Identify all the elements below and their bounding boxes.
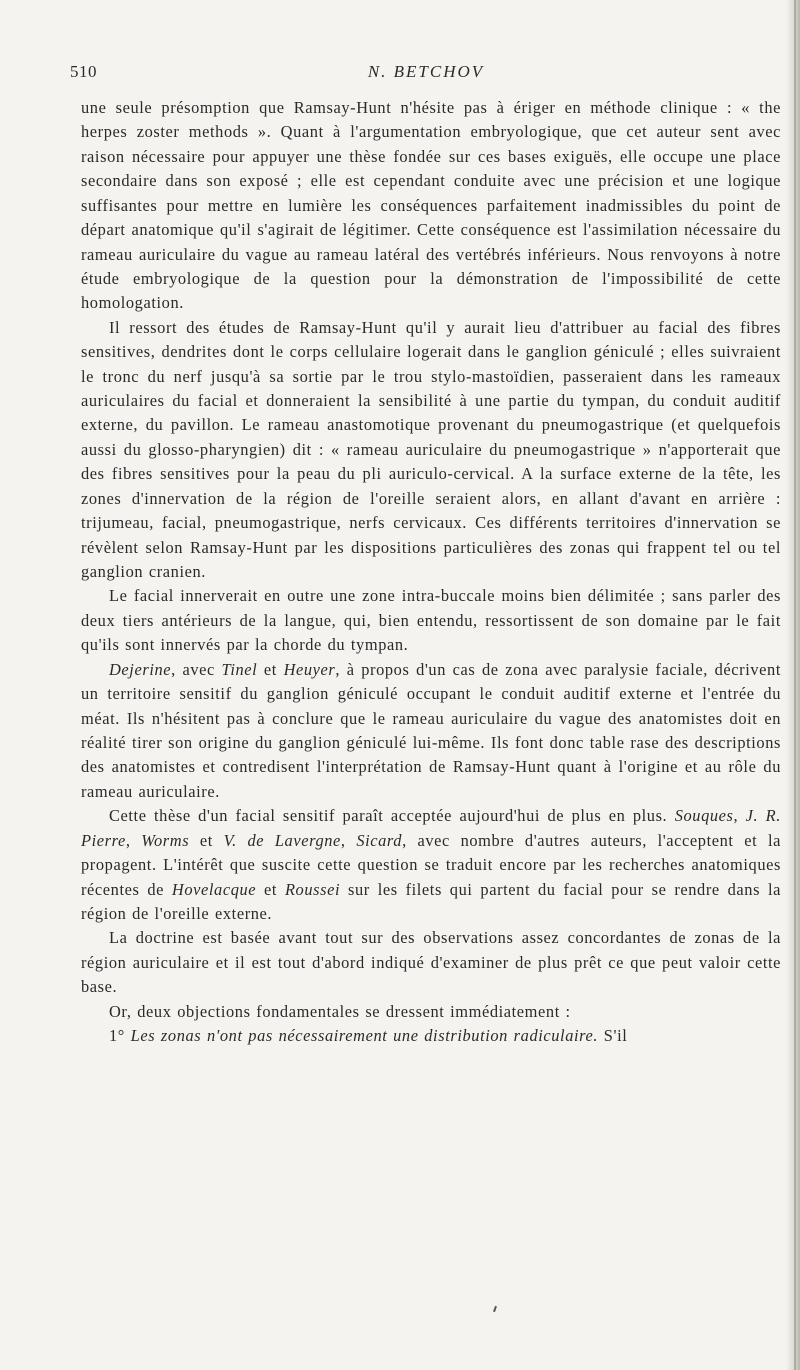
author-name: Souques	[674, 806, 734, 826]
paragraph-4-text: , avec	[171, 659, 222, 679]
paragraph-1	[81, 96, 781, 316]
paragraph-5-text: Cette thèse d'un facial sensitif paraît acceptée aujourd'hui de plus en plus.	[109, 806, 675, 826]
author-name: Heuyer	[283, 659, 336, 679]
page-edge-shadow	[786, 0, 800, 1370]
page-edge-line	[794, 0, 796, 1370]
paragraph-3-text: Le facial innerverait en outre une zone intra-buccale moins bien délimitée ; sans parler des deux tiers antérieurs de la langue, qui, bien entendu, ressortissent de son domaine par le fait qu'ils sont innervés par la chorde du tympan.	[81, 586, 781, 655]
author-name: Hovelacque	[171, 879, 257, 899]
section-heading: Les zonas n'ont pas nécessairement une distribution radiculaire.	[130, 1026, 599, 1046]
author-name: Worms	[141, 830, 190, 850]
author-name: Tinel	[221, 659, 258, 679]
paragraph-5-text: sur les filets qui partent du facial pour se rendre dans la région de l'oreille externe.	[81, 879, 781, 923]
author-name: J. R. Pierre	[81, 806, 781, 850]
page-header	[70, 62, 782, 86]
paragraph-2	[81, 316, 781, 585]
author-name: Dejerine	[109, 659, 172, 679]
author-name: V. de Lavergne	[223, 830, 341, 850]
paragraph-4-text: , à propos d'un cas de zona avec paralysie faciale, décrivent un territoire sensitif du ganglion géniculé occupant le conduit auditif externe et l'entrée du méat. Ils n'hésitent pas à conclure que le rameau auriculaire du vague des anatomistes doit en réalité tirer son origine du ganglion géniculé lui-même. Ils font donc table rase des descriptions des anatomistes et contredisent l'interprétation de Ramsay-Hunt quant à l'origine et au rôle du rameau auriculaire.	[81, 659, 781, 801]
paragraph-5-text: et	[189, 830, 224, 850]
paragraph-5-text: ,	[125, 830, 142, 850]
paragraph-4-text: et	[257, 659, 284, 679]
paragraph-5-text: ,	[340, 830, 357, 850]
paragraph-5-text: ,	[733, 806, 746, 826]
paragraph-5	[81, 804, 781, 926]
paragraph-1-text: une seule présomption que Ramsay-Hunt n'hésite pas à ériger en méthode clinique : « the herpes zoster methods ». Quant à l'argumentation embryologique, que cet auteur sent avec raison nécessaire pour appuyer une thèse fondée sur ces bases exiguës, elle occupe une place secondaire dans son exposé ; elle est cependant conduite avec une précision et une logique suffisantes pour mettre en lumière les conséquences parfaitement inadmissibles du point de départ anatomique qu'il s'agirait de légitimer. Cette conséquence est l'assimilation nécessaire du rameau auriculaire du vague au rameau latéral des vertébrés inférieurs. Nous renvoyons à notre étude embryologique de la question pour la démonstration de l'impossibilité de cette homologation.	[81, 98, 781, 313]
paragraph-7	[81, 1000, 781, 1024]
paragraph-2-text: Il ressort des études de Ramsay-Hunt qu'il y aurait lieu d'attribuer au facial des fibres sensitives, dendrites dont le corps cellulaire logerait dans le ganglion géniculé ; elles suivraient le tronc du nerf jusqu'à sa sortie par le trou stylo-mastoïdien, passeraient dans les rameaux auriculaires du facial et donneraient la sensibilité à une partie du tympan, du conduit auditif externe, du pavillon. Le rameau anastomotique provenant du pneumogastrique (et quelquefois aussi du glosso-pharyngien) dit : « rameau auriculaire du pneumogastrique » n'apporterait que des fibres sensitives pour la peau du pli auriculo-cervical. A la surface externe de la tête, les zones d'innervation de la région de l'oreille seraient alors, en allant d'avant en arrière : trijumeau, facial, pneumogastrique, nerfs cervicaux. Ces différents territoires d'innervation se révèlent selon Ramsay-Hunt par les dispositions particulières des zonas qui frappent tel ou tel ganglion cranien.	[81, 317, 781, 582]
list-number: 1°	[109, 1026, 131, 1046]
paragraph-8-text: S'il	[598, 1026, 628, 1046]
paragraph-6-text: La doctrine est basée avant tout sur des observations assez concordantes de zonas de la région auriculaire et il est tout d'abord indiqué d'examiner de plus prêt ce que peut valoir cette base.	[81, 928, 781, 997]
author-name: Sicard	[356, 830, 403, 850]
page-number: 510	[70, 62, 97, 81]
running-head: N. BETCHOV	[367, 62, 485, 81]
body-text	[81, 96, 781, 1048]
ink-speck	[493, 1306, 497, 1312]
paragraph-8	[81, 1024, 781, 1048]
paragraph-4	[81, 658, 781, 805]
paragraph-5-text: , avec nombre d'autres auteurs, l'acceptent et la propagent. L'intérêt que suscite cette question se traduit encore par les recherches anatomiques récentes de	[81, 830, 781, 899]
author-name: Roussei	[284, 879, 341, 899]
paragraph-7-text: Or, deux objections fondamentales se dressent immédiatement :	[109, 1001, 571, 1021]
paragraph-3	[81, 584, 781, 657]
paragraph-6	[81, 926, 781, 999]
paragraph-5-text: et	[256, 879, 285, 899]
